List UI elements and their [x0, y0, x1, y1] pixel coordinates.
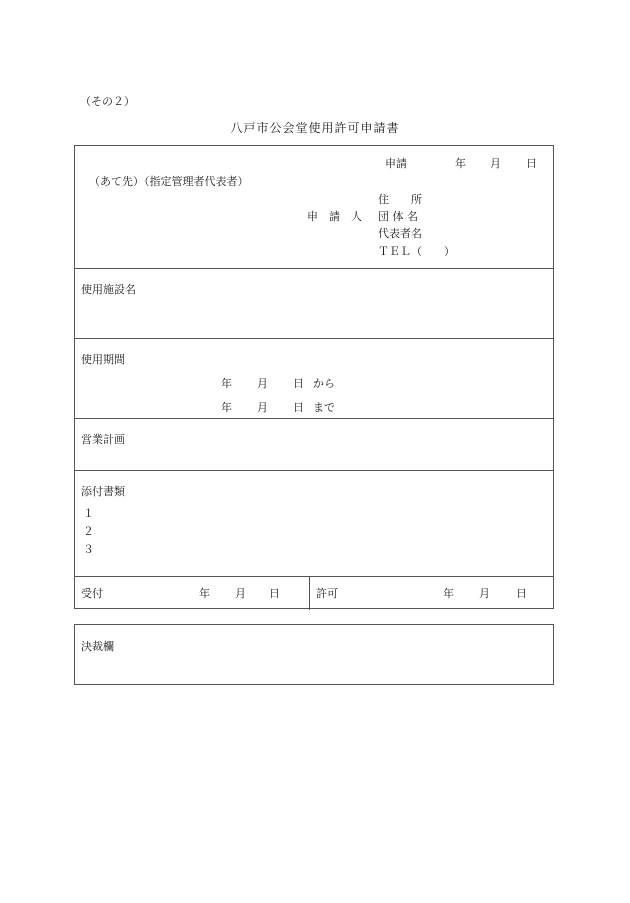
permission-label: 許可: [316, 587, 338, 600]
reception-month: 月: [235, 587, 246, 600]
document-label: （その２）: [80, 95, 135, 108]
permission-month: 月: [479, 587, 490, 600]
field-tel: ＴＥＬ（ ）: [378, 245, 455, 258]
permission-year: 年: [443, 587, 454, 600]
application-date-prefix: 申請: [385, 157, 407, 170]
document-title: 八戸市公会堂使用許可申請書: [230, 121, 400, 135]
divider: [75, 418, 553, 419]
column-divider: [309, 576, 310, 610]
field-address: 住 所: [378, 193, 422, 206]
period-to-month: 月: [257, 401, 268, 414]
period-to-day: 日: [293, 401, 304, 414]
permission-day: 日: [516, 587, 527, 600]
period-from-year: 年: [221, 377, 232, 390]
application-date-day: 日: [526, 157, 537, 170]
divider: [75, 338, 553, 339]
business-plan-label: 営業計画: [81, 433, 125, 446]
facility-label: 使用施設名: [81, 283, 136, 296]
divider: [75, 576, 553, 577]
application-date-month: 月: [490, 157, 501, 170]
period-to-year: 年: [221, 401, 232, 414]
addressee-line: （あて先）（指定管理者代表者）: [89, 175, 249, 188]
decision-label: 決裁欄: [81, 640, 114, 653]
applicant-label: 申 請 人: [307, 210, 362, 223]
attachment-item: １: [83, 507, 94, 520]
application-date-year: 年: [455, 157, 466, 170]
period-from-day: 日: [293, 377, 304, 390]
reception-label: 受付: [81, 587, 103, 600]
attachments-label: 添付書類: [81, 485, 125, 498]
field-representative: 代表者名: [378, 227, 422, 240]
decision-box: [74, 624, 554, 685]
period-label: 使用期間: [81, 353, 125, 366]
reception-year: 年: [199, 587, 210, 600]
period-from-month: 月: [257, 377, 268, 390]
application-form: [74, 145, 554, 609]
reception-day: 日: [269, 587, 280, 600]
divider: [75, 470, 553, 471]
period-from-suffix: から: [313, 377, 335, 390]
field-organization: 団 体 名: [378, 210, 418, 223]
period-to-suffix: まで: [313, 401, 335, 414]
attachment-item: ３: [83, 543, 94, 556]
divider: [75, 268, 553, 269]
attachment-item: ２: [83, 525, 94, 538]
